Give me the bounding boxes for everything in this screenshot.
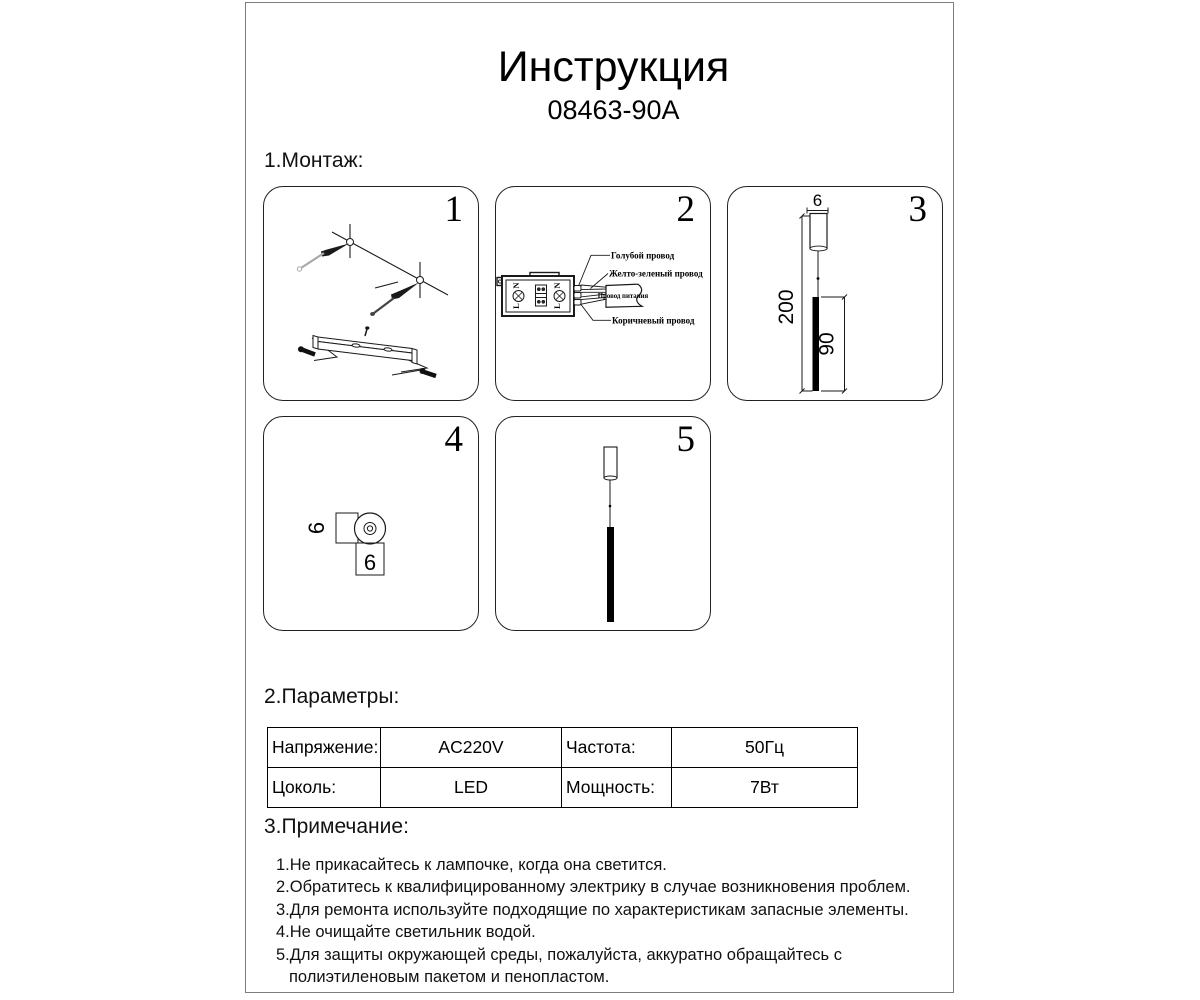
instruction-sheet (245, 2, 954, 993)
params-heading: 2.Параметры: (264, 685, 400, 708)
param-label-power: Мощность: (562, 768, 672, 808)
notes-list (276, 854, 931, 988)
mounting-bracket (312, 327, 427, 372)
param-label-voltage: Напряжение: (268, 728, 381, 768)
note-item: 1.Не прикасайтесь к лампочке, когда она светится. (276, 856, 667, 874)
parameters-table (267, 727, 858, 808)
terminal-n-left: N (511, 282, 521, 289)
dim-bottom-6: 6 (363, 550, 377, 575)
pendant-lamp (810, 214, 827, 392)
note-item: 5.Для защиты окружающей среды, пожалуйста, аккуратно обращайтесь с полиэтиленовым пакетом и пенопластом. (276, 945, 842, 987)
drill-point-2 (417, 277, 424, 284)
power-cable-label: Провод питания (597, 293, 649, 300)
loose-screw-right (392, 368, 436, 376)
notes-heading: 3.Примечание: (264, 815, 409, 838)
param-value-voltage: AC220V (381, 728, 562, 768)
panel-assembled-step5 (495, 416, 711, 631)
dim-total-200: 200 (775, 289, 798, 325)
table-row (268, 768, 858, 808)
brown-wire-label: Коричневый провод (612, 315, 695, 326)
panel-wiring-step2 (495, 186, 711, 401)
page-title: Инструкция (497, 43, 730, 91)
terminal-n-right: N (552, 282, 562, 289)
wall-anchor-1 (297, 244, 349, 272)
drill-point-1 (347, 239, 354, 246)
table-row (268, 728, 858, 768)
loose-screw-left (298, 346, 315, 354)
param-value-power: 7Вт (672, 768, 858, 808)
panel-number: 2 (676, 189, 695, 230)
param-label-socket: Цоколь: (268, 768, 381, 808)
dim-top-6: 6 (812, 191, 823, 210)
note-item: 4.Не очищайте светильник водой. (276, 923, 536, 942)
panel-canopy-top-view-step4 (263, 416, 479, 631)
dim-tube-90: 90 (815, 332, 839, 356)
param-value-socket: LED (381, 768, 562, 808)
model-number: 08463-90A (547, 95, 680, 125)
panel-number: 4 (444, 419, 463, 460)
param-label-frequency: Частота: (562, 728, 672, 768)
panel-mounting-step1 (263, 186, 479, 401)
panel-dimensions-step3 (727, 186, 943, 401)
yellow-green-wire-label: Желто-зеленый провод (609, 268, 703, 279)
dim-side-6: 6 (304, 521, 329, 535)
terminal-l-right: L (552, 303, 562, 309)
blue-wire-label: Голубой провод (611, 250, 675, 261)
panel-number: 5 (676, 419, 695, 460)
terminal-block (497, 273, 581, 317)
note-item: 3.Для ремонта используйте подходящие по характеристикам запасные элементы. (276, 900, 909, 919)
param-value-frequency: 50Гц (672, 728, 858, 768)
panel-number: 1 (444, 189, 463, 230)
note-item: 2.Обратитесь к квалифицированному электрику в случае возникновения проблем. (276, 878, 911, 897)
montage-heading: 1.Монтаж: (264, 149, 364, 172)
panel-number: 3 (908, 189, 927, 230)
terminal-l-left: L (511, 303, 521, 309)
pendant-lamp (604, 447, 617, 622)
